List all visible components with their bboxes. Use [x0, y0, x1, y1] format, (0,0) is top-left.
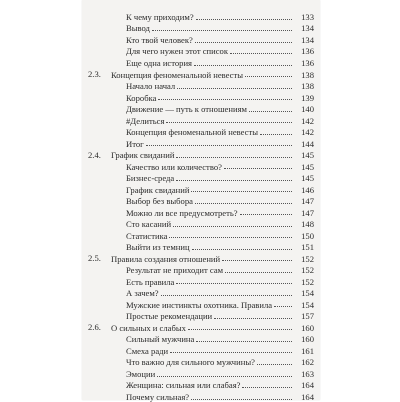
entry-title: График свиданий [111, 150, 175, 161]
toc-section-row [82, 148, 320, 160]
toc-section-row [82, 68, 320, 80]
toc-entry-row [82, 367, 320, 379]
dot-leader [188, 329, 292, 330]
toc-entry-row [82, 171, 320, 183]
toc-section-row [82, 321, 320, 333]
toc-entry-row [82, 160, 320, 172]
page-number: 161 [301, 345, 314, 356]
entry-title: О сильных и слабых [111, 322, 186, 333]
entry-title: Эмоции [126, 368, 156, 379]
toc-entry-row [82, 194, 320, 206]
entry-title: Сильный мужчина [126, 334, 195, 345]
dot-leader [260, 134, 292, 135]
entry-title: Смеха ради [126, 345, 169, 356]
page-number: 145 [301, 161, 314, 172]
dot-leader [225, 272, 292, 273]
page-number: 138 [301, 81, 314, 92]
page-number: 151 [301, 242, 314, 253]
entry-title: Простые рекомендации [126, 311, 213, 322]
section-number: 2.3. [88, 69, 101, 80]
dot-leader [191, 191, 292, 192]
toc-entry-row [82, 137, 320, 149]
page-number: 162 [301, 357, 314, 368]
entry-title: Кто твой человек? [126, 34, 193, 45]
toc-entry-row [82, 114, 320, 126]
page-number: 136 [301, 57, 314, 68]
dot-leader [274, 306, 292, 307]
page-number: 163 [301, 368, 314, 379]
page-number: 150 [301, 230, 314, 241]
page-number: 134 [301, 34, 314, 45]
dot-leader [194, 65, 292, 66]
entry-title: Можно ли все предусмотреть? [126, 207, 238, 218]
dot-leader [192, 249, 292, 250]
page-number: 139 [301, 92, 314, 103]
page-number: 146 [301, 184, 314, 195]
entry-title: Концепция феноменальной невесты [111, 69, 244, 80]
page-number: 142 [301, 127, 314, 138]
page-number: 154 [301, 299, 314, 310]
entry-title: Выбор без выбора [126, 196, 193, 207]
book-page [82, 0, 320, 400]
dot-leader [170, 352, 292, 353]
page-number: 147 [301, 207, 314, 218]
dot-leader [176, 283, 292, 284]
toc-entry-row [82, 275, 320, 287]
toc-entry-row [82, 379, 320, 391]
page-number: 164 [301, 380, 314, 391]
page-number: 138 [301, 69, 314, 80]
toc-entry-row [82, 229, 320, 241]
page-number: 144 [301, 138, 314, 149]
entry-title: Почему сильная? [126, 391, 190, 402]
section-number: 2.5. [88, 253, 101, 264]
toc-entry-row [82, 263, 320, 275]
page-number: 157 [301, 311, 314, 322]
page-number: 152 [301, 276, 314, 287]
entry-title: Есть правила [126, 276, 175, 287]
entry-title: #Делиться [126, 115, 165, 126]
dot-leader [152, 30, 292, 31]
toc-entry-row [82, 240, 320, 252]
toc-entry-row [82, 344, 320, 356]
dot-leader [169, 237, 292, 238]
dot-leader [173, 226, 292, 227]
dot-leader [176, 180, 292, 181]
page-number: 142 [301, 115, 314, 126]
page-number: 134 [301, 23, 314, 34]
toc-entry-row [82, 56, 320, 68]
entry-title: Статистика [126, 230, 168, 241]
entry-title: Женщина: сильная или слабая? [126, 380, 241, 391]
entry-title: Концепция феноменальной невесты [126, 127, 259, 138]
toc-entry-row [82, 217, 320, 229]
entry-title: Выйти из темниц [126, 242, 190, 253]
page-number: 145 [301, 173, 314, 184]
page-number: 148 [301, 219, 314, 230]
dot-leader [195, 42, 292, 43]
entry-title: Для чего нужен этот список [126, 46, 229, 57]
page-number: 164 [301, 391, 314, 402]
entry-title: А зачем? [126, 288, 159, 299]
dot-leader [191, 399, 292, 400]
entry-title: Итог [126, 138, 144, 149]
page-number: 152 [301, 265, 314, 276]
dot-leader [230, 53, 292, 54]
dot-leader [176, 157, 292, 158]
page-number: 160 [301, 334, 314, 345]
toc-entry-row [82, 332, 320, 344]
toc-entry-row [82, 125, 320, 137]
entry-title: Коробка [126, 92, 157, 103]
table-of-contents [82, 10, 320, 402]
toc-entry-row [82, 22, 320, 34]
toc-entry-row [82, 286, 320, 298]
entry-title: Мужские инстинкты охотника. Правила [126, 299, 273, 310]
section-number: 2.4. [88, 149, 101, 160]
dot-leader [214, 318, 292, 319]
entry-title: График свиданий [126, 184, 190, 195]
dot-leader [196, 19, 292, 20]
entry-title: Сто касаний [126, 219, 172, 230]
dot-leader [166, 122, 292, 123]
page-number: 133 [301, 11, 314, 22]
toc-entry-row [82, 102, 320, 114]
entry-title: Качество или количество? [126, 161, 222, 172]
dot-leader [196, 341, 292, 342]
dot-leader [257, 364, 292, 365]
dot-leader [245, 76, 292, 77]
page-number: 154 [301, 288, 314, 299]
dot-leader [158, 99, 292, 100]
toc-entry-row [82, 91, 320, 103]
toc-entry-row [82, 33, 320, 45]
entry-title: К чему приходим? [126, 11, 194, 22]
page-number: 140 [301, 104, 314, 115]
dot-leader [146, 145, 292, 146]
page-number: 147 [301, 196, 314, 207]
dot-leader [224, 168, 292, 169]
toc-section-row [82, 252, 320, 264]
page-number: 136 [301, 46, 314, 57]
page-number: 160 [301, 322, 314, 333]
section-number: 2.6. [88, 322, 101, 333]
entry-title: Бизнес-среда [126, 173, 175, 184]
entry-title: Результат не приходит сам [126, 265, 224, 276]
entry-title: Что важно для сильного мужчины? [126, 357, 255, 368]
entry-title: Вывод [126, 23, 150, 34]
dot-leader [242, 387, 292, 388]
dot-leader [195, 203, 292, 204]
page-number: 152 [301, 253, 314, 264]
toc-entry-row [82, 206, 320, 218]
entry-title: Движение — путь к отношениям [126, 104, 247, 115]
dot-leader [249, 111, 292, 112]
dot-leader [240, 214, 292, 215]
toc-entry-row [82, 10, 320, 22]
dot-leader [177, 88, 292, 89]
dot-leader [222, 260, 292, 261]
entry-title: Еще одна история [126, 57, 193, 68]
toc-entry-row [82, 183, 320, 195]
dot-leader [161, 295, 292, 296]
page-number: 145 [301, 150, 314, 161]
dot-leader [157, 376, 292, 377]
entry-title: Правила создания отношений [111, 253, 221, 264]
toc-entry-row [82, 309, 320, 321]
toc-entry-row [82, 298, 320, 310]
toc-entry-row [82, 355, 320, 367]
entry-title: Начало начал [126, 81, 176, 92]
toc-entry-row [82, 79, 320, 91]
toc-entry-row [82, 45, 320, 57]
